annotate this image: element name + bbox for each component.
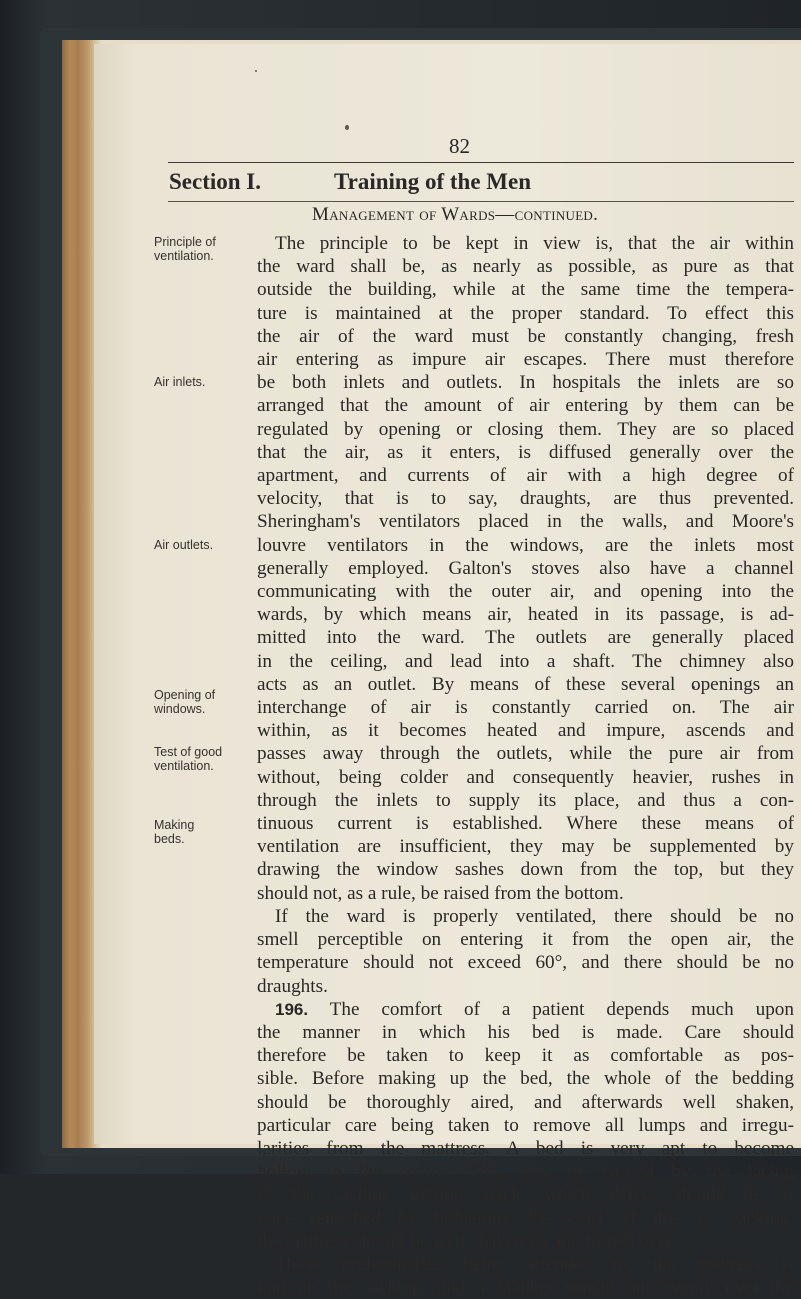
- text-line: louvre ventilators in the windows, are the inlets most: [257, 534, 794, 556]
- text-line: ventilation are insufficient, they may be supplemented by: [257, 836, 794, 858]
- text-line-para-196: [257, 998, 794, 1021]
- text-line: mitted into the ward. The outlets are generally placed: [257, 627, 794, 649]
- text-line: communicating with the outer air, and opening into the: [257, 581, 794, 603]
- text-line: the mattress should be well shaken up and turned over.: [257, 1230, 677, 1252]
- text-line: ture is maintained at the proper standard. To effect this: [257, 302, 794, 324]
- text-line: generally employed. Galton's stoves also have a channel: [257, 557, 794, 579]
- text-line: be both inlets and outlets. In hospitals the inlets are so: [257, 372, 794, 394]
- text-line: hollow in the centre. This may be caused by the lacing: [257, 1161, 794, 1183]
- text-line: laid on the sacking, and a blanket spread out evenly over the: [257, 1277, 794, 1299]
- text-line: interchange of air is constantly carried on. The air: [257, 697, 794, 719]
- text-line: particular care being taken to remove all lumps and irregu-: [257, 1114, 794, 1136]
- text-line: sible. Before making up the bed, the whole of the bedding: [257, 1068, 794, 1090]
- book-page: [94, 44, 801, 1299]
- text-line: The principle to be kept in view is, that the air within: [275, 233, 794, 254]
- text-line: smell perceptible on entering it from the open air, the: [257, 929, 794, 951]
- text-line: outside the building, while at the same time the tempera-: [257, 279, 794, 301]
- text-line: that the air, as it enters, is diffused generally over the: [257, 441, 794, 463]
- text-line: If the ward is properly ventilated, there should be no: [275, 905, 794, 927]
- ink-speck: [345, 125, 349, 130]
- text-line: of the sacking getting slack, which defect should be at: [257, 1184, 794, 1206]
- section-label: Section I.: [169, 169, 261, 194]
- text-line: the ward shall be, as nearly as possible, as pure as that: [257, 256, 794, 278]
- ink-speck: [255, 70, 257, 72]
- text-line: without, being colder and consequently heavier, rushes in: [257, 766, 794, 788]
- margin-note-windows: Opening of windows.: [154, 688, 216, 716]
- text-line: should not, as a rule, be raised from the bottom.: [257, 882, 624, 904]
- body-text: [257, 232, 794, 1299]
- text-line: air entering as impure air escapes. There must therefore: [257, 349, 794, 371]
- text-line: Sheringham's ventilators placed in the walls, and Moore's: [257, 511, 794, 533]
- margin-note-outlets: Air outlets.: [154, 538, 214, 552]
- text-line: in the ceiling, and lead into a shaft. The chimney also: [257, 650, 794, 672]
- margin-note-test: Test of good ventilation.: [154, 745, 223, 773]
- text-line: These preliminaries being attended to, the mattress is: [275, 1253, 794, 1275]
- text-line: tinuous current is established. Where these means of: [257, 813, 794, 835]
- text-line: larities from the mattress. A bed is very apt to become: [257, 1137, 794, 1159]
- text-line: arranged that the amount of air entering by them can be: [257, 395, 794, 417]
- text-line: through the inlets to supply its place, and thus a con-: [257, 789, 794, 811]
- text-line-content: The comfort of a patient depends much upon: [329, 998, 794, 1020]
- text-line: the manner in which his bed is made. Care should: [257, 1021, 794, 1043]
- text-line: temperature should not exceed 60°, and there should be no: [257, 952, 794, 974]
- margin-note-principle: Principle of ventilation.: [154, 235, 216, 263]
- text-line: once remedied by tightening the cord. If due to packing,: [257, 1207, 794, 1229]
- page-number: 82: [449, 134, 470, 158]
- text-line: drawing the window sashes down from the top, but they: [257, 859, 794, 881]
- text-line: regulated by opening or closing them. They are so placed: [257, 418, 794, 440]
- paragraph-number: 196.: [275, 999, 309, 1019]
- text-line: should be thoroughly aired, and afterwards well shaken,: [257, 1091, 794, 1113]
- running-head: Training of the Men: [334, 169, 531, 194]
- text-line: within, as it becomes heated and impure, ascends and: [257, 720, 794, 742]
- text-line: apartment, and currents of air with a high degree of: [257, 465, 794, 487]
- text-line: acts as an outlet. By means of these several openings an: [257, 673, 794, 695]
- text-line: velocity, that is to say, draughts, are thus prevented.: [257, 488, 794, 510]
- text-line: the air of the ward must be constantly changing, fresh: [257, 325, 794, 347]
- margin-note-beds: Making beds.: [154, 818, 195, 846]
- text-line: passes away through the outlets, while the pure air from: [257, 743, 794, 765]
- subheading: Management of Wards—continued.: [312, 204, 599, 225]
- margin-note-inlets: Air inlets.: [154, 375, 206, 389]
- text-line: draughts.: [257, 975, 328, 997]
- header-rule-top: [168, 162, 794, 163]
- text-line: wards, by which means air, heated in its passage, is ad-: [257, 604, 794, 626]
- text-line: therefore be taken to keep it as comfortable as pos-: [257, 1045, 794, 1067]
- header-rule-bottom: [168, 201, 794, 202]
